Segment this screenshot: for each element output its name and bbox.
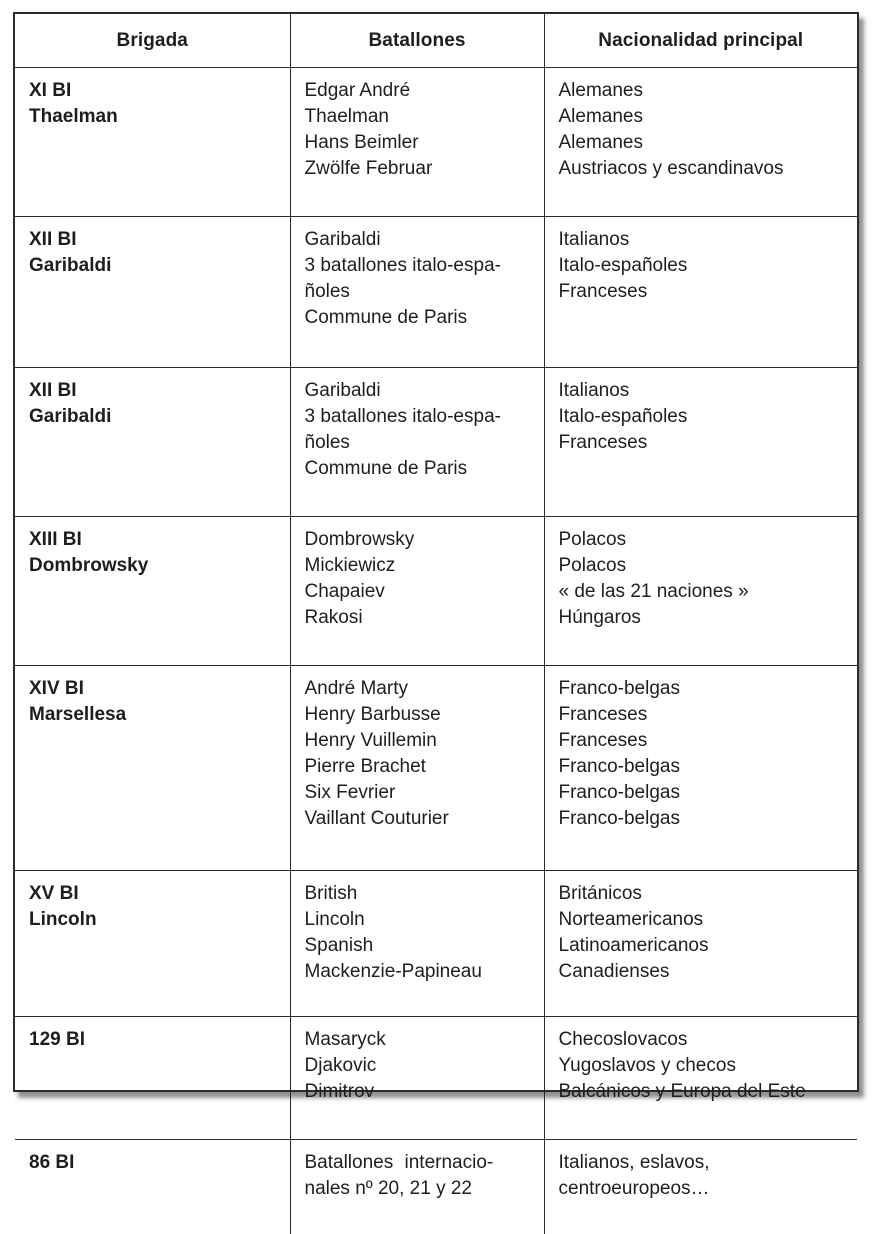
brigade-number: 129 BI <box>29 1027 280 1053</box>
nationality-line: Italo-españoles <box>559 253 848 279</box>
battalion-line: André Marty <box>305 676 534 702</box>
battalion-line: ñoles <box>305 279 534 305</box>
header-nationality: Nacionalidad principal <box>544 14 857 68</box>
battalion-line: Six Fevrier <box>305 780 534 806</box>
brigade-number: XIV BI <box>29 676 280 702</box>
nationality-cell <box>544 666 857 871</box>
table-row <box>15 68 857 217</box>
brigade-cell <box>15 871 290 1017</box>
nationality-line: Alemanes <box>559 104 848 130</box>
battalion-line: Lincoln <box>305 907 534 933</box>
nationality-line: Italianos <box>559 227 848 253</box>
nationality-cell <box>544 871 857 1017</box>
brigade-cell <box>15 68 290 217</box>
battalion-line: Dimitrov <box>305 1079 534 1105</box>
brigade-number: XII BI <box>29 378 280 404</box>
nationality-line: Canadienses <box>559 959 848 985</box>
table-row <box>15 217 857 368</box>
nationality-line: Italo-españoles <box>559 404 848 430</box>
nationality-line: Franco-belgas <box>559 806 848 832</box>
brigade-cell <box>15 517 290 666</box>
battalion-line: Dombrowsky <box>305 527 534 553</box>
battalion-line: British <box>305 881 534 907</box>
battalion-line: Edgar André <box>305 78 534 104</box>
battalions-cell <box>290 217 544 368</box>
nationality-line: Austriacos y escandinavos <box>559 156 848 182</box>
nationality-line: Húngaros <box>559 605 848 631</box>
nationality-line: Balcánicos y Europa del Este <box>559 1079 848 1105</box>
nationality-line: Franco-belgas <box>559 754 848 780</box>
nationality-cell <box>544 1017 857 1140</box>
brigade-number: XII BI <box>29 227 280 253</box>
nationality-line: « de las 21 naciones » <box>559 579 848 605</box>
nationality-line: Británicos <box>559 881 848 907</box>
brigade-cell <box>15 368 290 517</box>
nationality-line: centroeuropeos… <box>559 1176 848 1202</box>
nationality-line: Polacos <box>559 553 848 579</box>
nationality-line: Franceses <box>559 430 848 456</box>
nationality-line: Franceses <box>559 728 848 754</box>
brigade-number: 86 BI <box>29 1150 280 1176</box>
nationality-line: Franco-belgas <box>559 676 848 702</box>
battalion-line: Mackenzie-Papineau <box>305 959 534 985</box>
battalion-line: ñoles <box>305 430 534 456</box>
nationality-line: Franco-belgas <box>559 780 848 806</box>
nationality-cell <box>544 517 857 666</box>
nationality-line: Franceses <box>559 279 848 305</box>
table-row <box>15 1140 857 1234</box>
brigade-name: Garibaldi <box>29 404 280 430</box>
brigade-cell <box>15 1140 290 1234</box>
battalions-cell <box>290 517 544 666</box>
battalions-cell <box>290 68 544 217</box>
battalion-line: Thaelman <box>305 104 534 130</box>
brigade-name: Thaelman <box>29 104 280 130</box>
nationality-cell <box>544 1140 857 1234</box>
nationality-cell <box>544 68 857 217</box>
battalion-line: Mickiewicz <box>305 553 534 579</box>
battalion-line: Pierre Brachet <box>305 754 534 780</box>
brigade-cell <box>15 1017 290 1140</box>
nationality-line: Italianos, eslavos, <box>559 1150 848 1176</box>
battalions-cell <box>290 1140 544 1234</box>
nationality-line: Latinoamericanos <box>559 933 848 959</box>
nationality-line: Franceses <box>559 702 848 728</box>
battalions-cell <box>290 1017 544 1140</box>
brigade-cell <box>15 666 290 871</box>
brigade-number: XV BI <box>29 881 280 907</box>
brigade-cell <box>15 217 290 368</box>
nationality-line: Italianos <box>559 378 848 404</box>
battalion-line: nales nº 20, 21 y 22 <box>305 1176 534 1202</box>
nationality-line: Norteamericanos <box>559 907 848 933</box>
battalions-cell <box>290 368 544 517</box>
battalion-line: Spanish <box>305 933 534 959</box>
nationality-line: Yugoslavos y checos <box>559 1053 848 1079</box>
battalion-line: Hans Beimler <box>305 130 534 156</box>
battalion-line: Commune de Paris <box>305 456 534 482</box>
nationality-cell <box>544 368 857 517</box>
brigade-number: XIII BI <box>29 527 280 553</box>
table-row <box>15 871 857 1017</box>
brigade-name: Marsellesa <box>29 702 280 728</box>
battalions-cell <box>290 871 544 1017</box>
nationality-cell <box>544 217 857 368</box>
battalion-line: Chapaiev <box>305 579 534 605</box>
battalion-line: Commune de Paris <box>305 305 534 331</box>
table-row <box>15 517 857 666</box>
brigades-table <box>15 14 857 1234</box>
nationality-line: Alemanes <box>559 78 848 104</box>
battalion-line: Garibaldi <box>305 378 534 404</box>
battalions-cell <box>290 666 544 871</box>
brigade-name: Garibaldi <box>29 253 280 279</box>
battalion-line: Vaillant Couturier <box>305 806 534 832</box>
nationality-line: Alemanes <box>559 130 848 156</box>
table-row <box>15 1017 857 1140</box>
brigades-table-sheet <box>13 12 859 1092</box>
battalion-line: Zwölfe Februar <box>305 156 534 182</box>
brigade-number: XI BI <box>29 78 280 104</box>
battalion-line: Garibaldi <box>305 227 534 253</box>
brigade-name: Lincoln <box>29 907 280 933</box>
battalion-line: Henry Vuillemin <box>305 728 534 754</box>
battalion-line: 3 batallones italo-espa- <box>305 404 534 430</box>
header-row <box>15 14 857 68</box>
table-row <box>15 666 857 871</box>
header-battalions: Batallones <box>290 14 544 68</box>
battalion-line: Masaryck <box>305 1027 534 1053</box>
battalion-line: Djakovic <box>305 1053 534 1079</box>
nationality-line: Polacos <box>559 527 848 553</box>
battalion-line: Rakosi <box>305 605 534 631</box>
nationality-line: Checoslovacos <box>559 1027 848 1053</box>
brigade-name: Dombrowsky <box>29 553 280 579</box>
battalion-line: 3 batallones italo-espa- <box>305 253 534 279</box>
table-row <box>15 368 857 517</box>
battalion-line: Batallones internacio- <box>305 1150 534 1176</box>
header-brigade: Brigada <box>15 14 290 68</box>
battalion-line: Henry Barbusse <box>305 702 534 728</box>
